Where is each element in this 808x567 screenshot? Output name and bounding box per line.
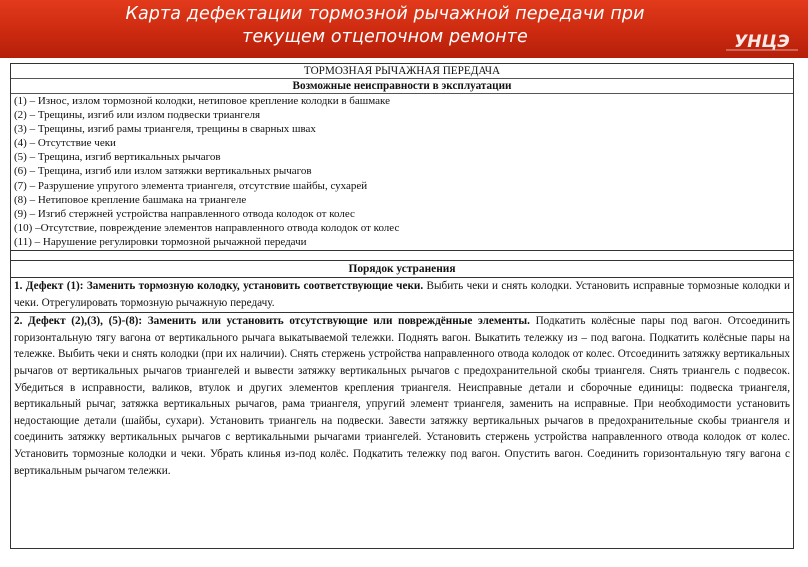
- repair-step-1-text: Выбить чеки и снять колодки. Установить исправные тормозные колодки и чеки. Отрегулировать тормозную рычажную передачу.: [14, 280, 790, 309]
- faults-subtitle: Возможные неисправности в эксплуатации: [11, 79, 793, 94]
- slide-title-line-1: Карта дефектации тормозной рычажной передачи при: [125, 4, 645, 24]
- repair-step-1-lead: 1. Дефект (1): Заменить тормозную колодку, установить соответствующие чеки.: [14, 280, 424, 293]
- repair-step-2: [11, 312, 793, 480]
- defect-card-table: [10, 63, 794, 549]
- repair-step-1: [11, 278, 793, 312]
- logo-text: УНЦЭ: [734, 32, 790, 52]
- repair-step-2-lead: 2. Дефект (2),(3), (5)-(8): Заменить или установить отсутствующие или повреждённые элементы.: [14, 315, 530, 328]
- fault-item: (1) – Износ, излом тормозной колодки, нетиповое крепление колодки в башмаке: [14, 95, 390, 107]
- repair-procedure-heading: Порядок устранения: [11, 260, 793, 278]
- slide-title-line-2: текущем отцепочном ремонте: [242, 27, 528, 47]
- table-title: ТОРМОЗНАЯ РЫЧАЖНАЯ ПЕРЕДАЧА: [11, 64, 793, 79]
- fault-item: (11) – Нарушение регулировки тормозной рычажной передачи: [14, 235, 307, 248]
- faults-list: [11, 94, 793, 251]
- fault-item: (3) – Трещины, изгиб рамы триангеля, трещины в сварных швах: [14, 123, 316, 136]
- fault-item: (5) – Трещина, изгиб вертикальных рычагов: [14, 151, 221, 164]
- fault-item: (9) – Изгиб стержней устройства направленного отвода колодок от колес: [14, 207, 355, 220]
- slide-header: [0, 0, 808, 58]
- fault-item: (8) – Нетиповое крепление башмака на триангеле: [14, 193, 247, 206]
- fault-item: (6) – Трещина, изгиб или излом затяжки вертикальных рычагов: [14, 165, 312, 178]
- fault-item: (7) – Разрушение упругого элемента триангеля, отсутствие шайбы, сухарей: [14, 179, 368, 192]
- unce-logo: [724, 30, 800, 52]
- fault-item: (2) – Трещины, изгиб или излом подвески триангеля: [14, 109, 261, 122]
- repair-step-2-text: Подкатить колёсные пары под вагон. Отсоединить горизонтальную тягу вагона от вертикального рычага выкатываемой тележки. Поднять вагон. Выкатить тележку из – под вагона. Подкатить колёсные пары на тележке. Выбить чеки и снять колодки (при их наличии). Снять стержень устройства направленного отвода колодок от колес. Отсоединить затяжку вертикальных рычагов от вертикальных рычагов триангелей и вывести затяжку вертикальных рычагов с предохранительной скобы триангеля. Снять триангель с подвесок. Убедиться в исправности, валиков, втулок и других элементов крепления триангеля. Неисправные детали и сборочные единицы: подвеска триангеля, вертикальный рычаг, затяжка вертикальных рычагов, рама триангеля, упругий элемент триангеля, заменить на исправные. При необходимости установить недостающие детали (шайбы, сухари). Установить триангель на подвески. Завести затяжку вертикальных рычагов в предохранительные скобы триангеля и соединить затяжку вертикальных рычагов с вертикальными рычагами триангелей. Установить стержень устройства направленного отвода колодок от колес. Установить тормозные колодки и чеки. Убрать клинья из-под колёс. Подкатить тележку под вагон. Опустить вагон. Соединить горизонтальную тягу вагона с вертикальным рычагом тележки.: [14, 315, 790, 477]
- fault-item: (10) –Отсутствие, повреждение элементов направленного отвода колодок от колес: [14, 221, 400, 234]
- fault-item: (4) – Отсутствие чеки: [14, 137, 116, 150]
- slide-title: [0, 3, 770, 49]
